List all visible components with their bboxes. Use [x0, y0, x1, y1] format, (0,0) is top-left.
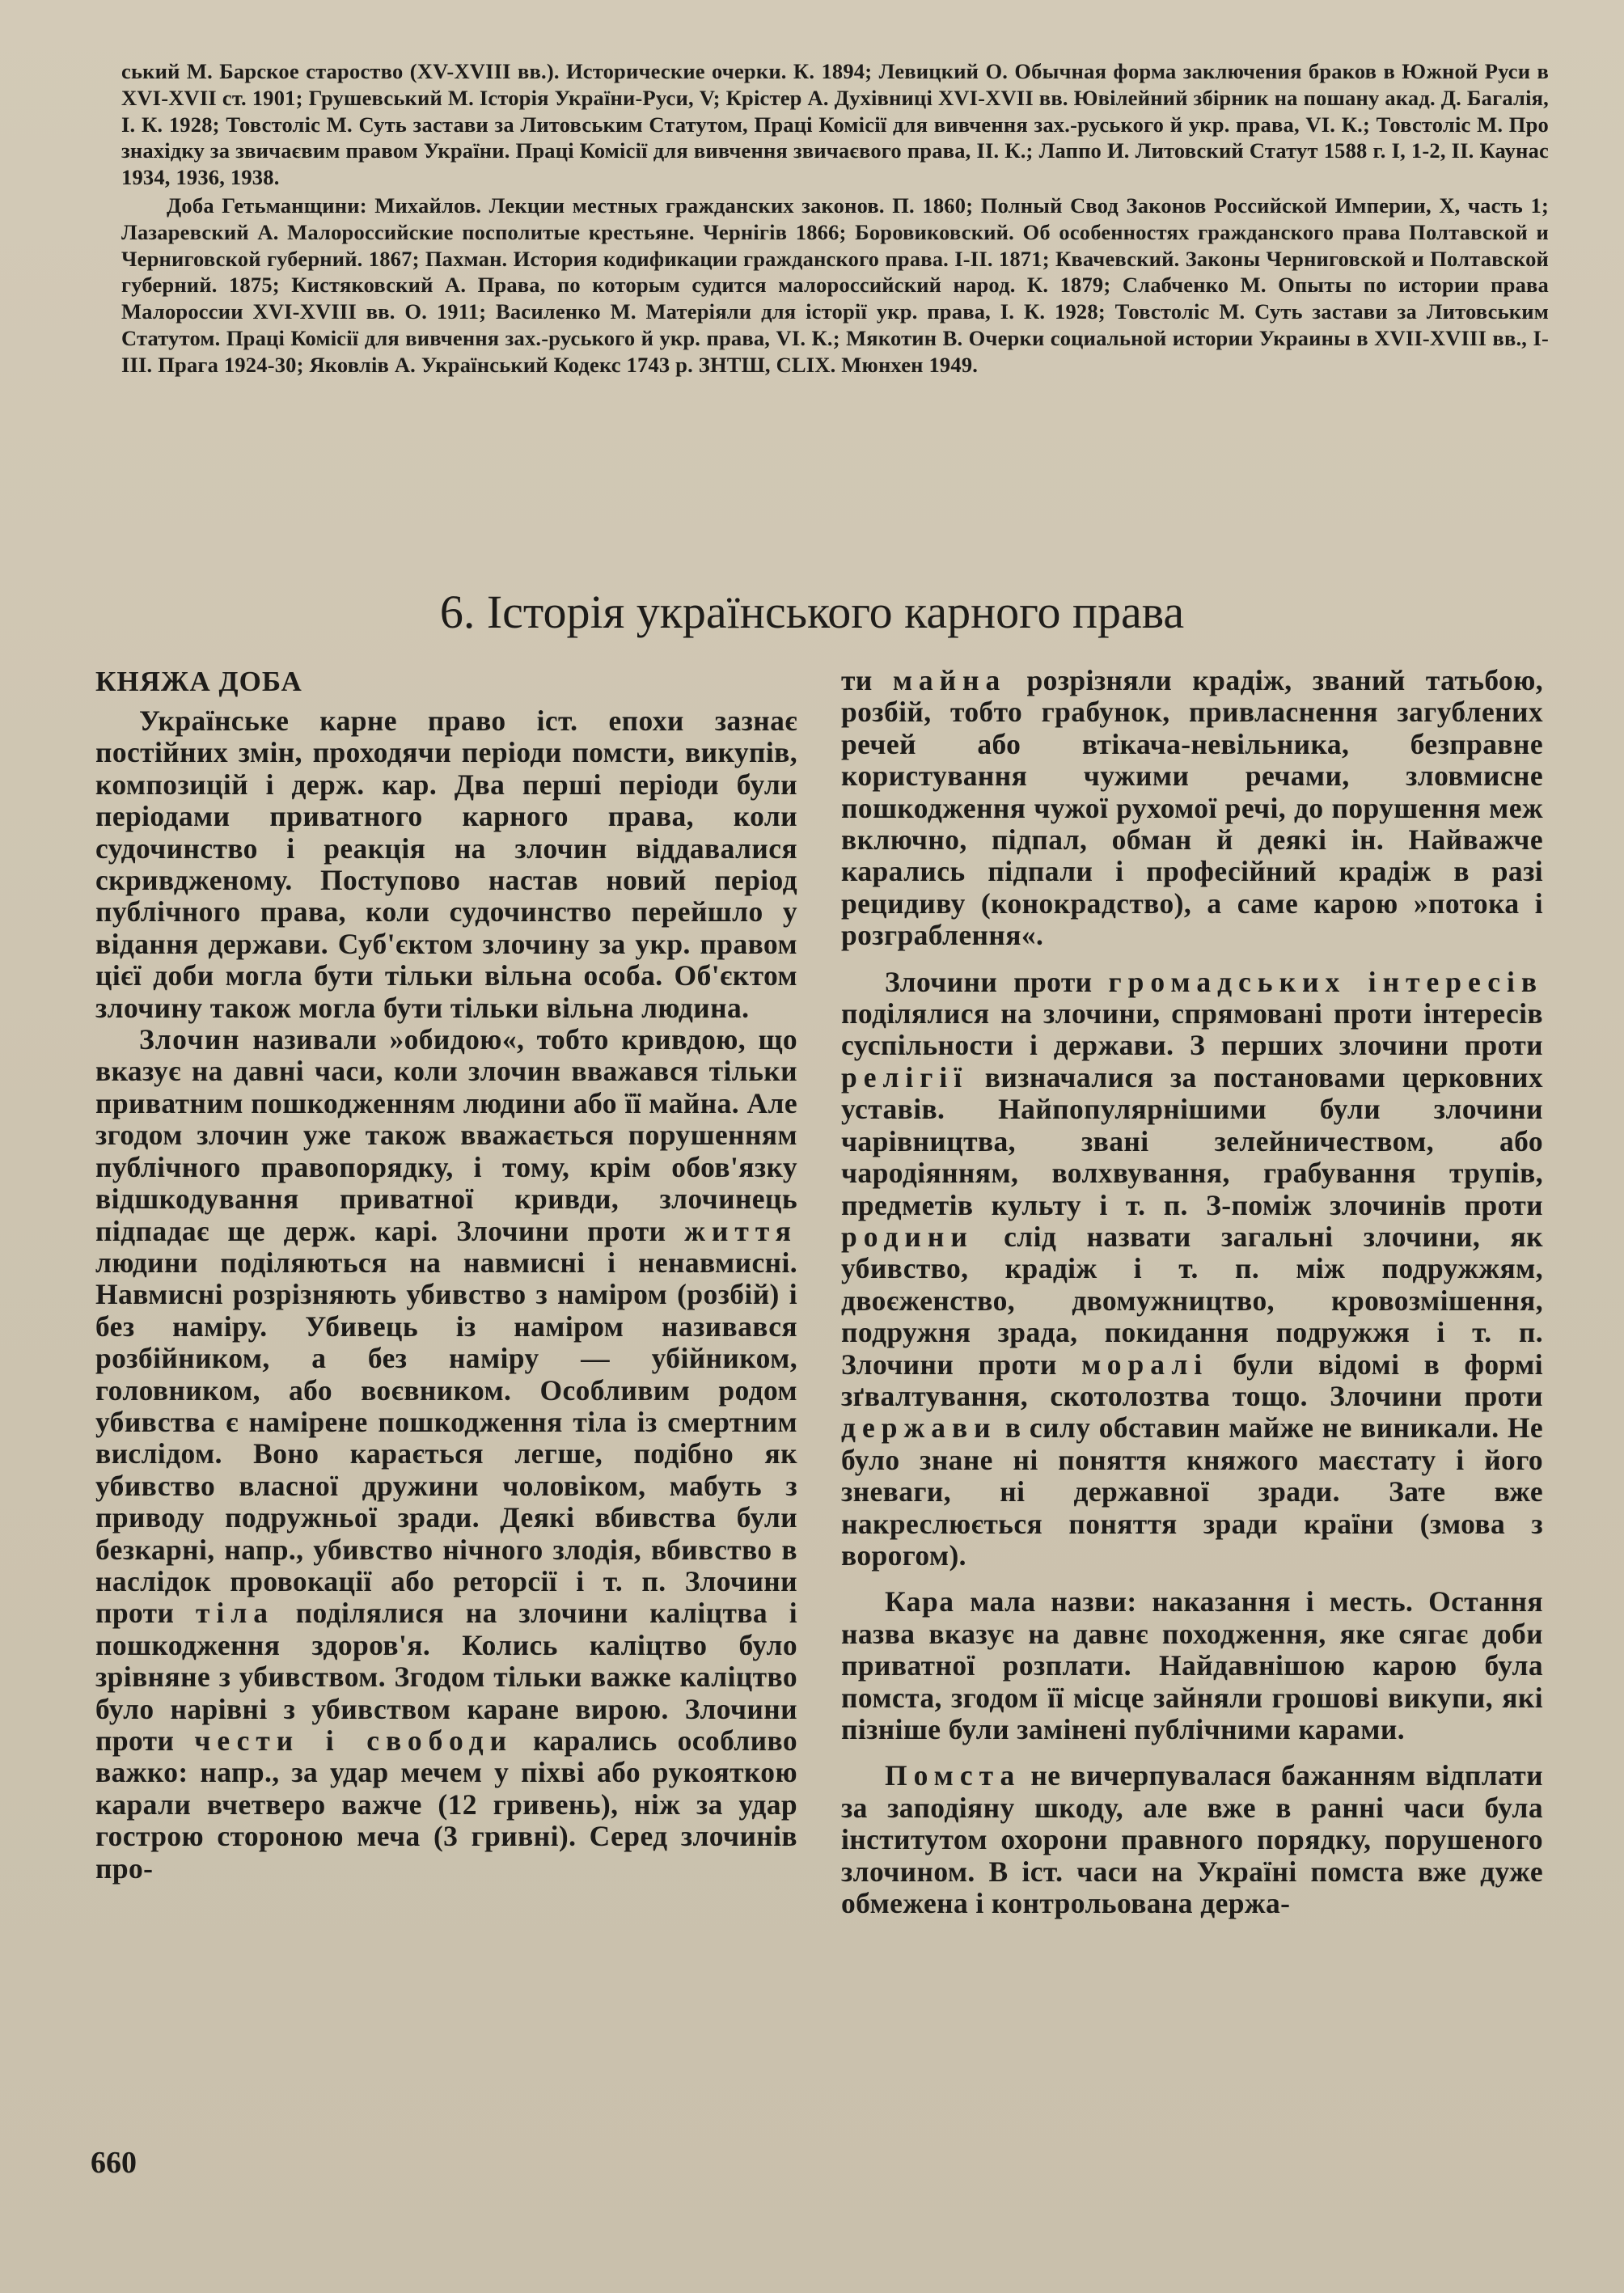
paragraph — [95, 1024, 797, 1885]
text-run: не вичерпувалася бажанням відплати за заподіяну шкоду, але вже в ранні часи була інститутом охорони правного порядку, порушеного злочином. В іст. часи на Україні помста вже дуже обмежена і контрольована держа- — [841, 1759, 1543, 1920]
text-run: ти — [841, 664, 893, 696]
text-run: людини поділяються на навмисні і ненавмисні. Навмисні розрізняють убивство з наміром (розбій) і без наміру. Убивець із наміром називався розбійником, а без наміру — убійником, головником, або воєвником. Особливим родом убивства є намірене пошкодження тіла із смертним вислідом. Воно карається легше, подібно як убивство власної дружини чоловіком, мабуть з приводу подружньої зради. Деякі вбивства були безкарні, напр., убивство нічного злодія, вбивство в наслідок провокації або реторсії і т. п. Злочини проти — [95, 1246, 797, 1630]
subsection-heading: КНЯЖА ДОБА — [95, 666, 302, 697]
term-crime: Злочин — [139, 1023, 240, 1056]
paragraph: Українське карне право іст. епохи зазнає постійних змін, проходячи періоди помсти, викупів, композицій і держ. кар. Два перші періоди були періодами приватного карного права, коли судочинство і реакція на злочин віддавалися скривдженому. Поступово настав новий період публічного права, коли судочинство перейшло у відання держави. Суб'єктом злочину за укр. правом цієї доби могла бути тільки вільна особа. Об'єктом злочину також могла бути тільки вільна людина. — [95, 704, 797, 1024]
text-run: поділялися на злочини каліцтва і пошкодження здоров'я. Колись каліцтво було зрівняне з убивством. Згодом тільки важке каліцтво було нарівні з убивством каране вирою. Злочини проти — [95, 1597, 797, 1757]
spaced-term: життя — [684, 1214, 797, 1247]
text-run: слід назвати загальні злочини, як убивство, крадіж і т. п. між подружжям, двоєженство, двомужництво, кровозмішення, подружня зрада, покидання подружжя і т. п. Злочини проти — [841, 1220, 1543, 1381]
spaced-term: Помста — [885, 1759, 1021, 1792]
paragraph — [841, 967, 1543, 1572]
left-column — [95, 665, 797, 1885]
bibliography-block — [121, 58, 1549, 379]
text-run: розрізняли крадіж, званий татьбою, розбій, тобто грабунок, привласнення загублених речей або втікача-невільника, безправне користування чужими речами, зловмисне пошкодження чужої рухомої речі, до порушення меж включно, підпал, обман й деякі ін. Найважче карались підпали і професійний крадіж в разі рецидиву (конокрадство), а саме карою »потока і розграблення«. — [841, 664, 1544, 952]
spaced-term: релігії — [841, 1060, 969, 1094]
text-run: карались особливо важко: напр., за удар мечем у піхві або рукояткою карали вчетверо важче (12 гривень), ніж за удар гострою стороною меча (3 гривні). Серед злочинів про- — [95, 1724, 797, 1885]
spaced-term: родини — [841, 1220, 974, 1253]
bibliography-paragraph: Доба Гетьманщини: Михайлов. Лекции местных гражданских законов. П. 1860; Полный Свод Законов Российской Империи, X, часть 1; Лазаревский А. Малороссийские посполитые крестьяне. Чернігів 1866; Боровиковский. Об особенностях гражданского права Полтавской и Черниговской губерний. 1867; Пахман. История кодификации гражданского права. I-II. 1871; Квачевский. Законы Черниговской и Полтавской губерний. 1875; Кистяковский А. Права, по которым судится малороссийский народ. К. 1879; Слабченко М. Опыты по истории права Малороссии XVI-XVIII вв. О. 1911; Василенко М. Матеріяли для історії укр. права, І. К. 1928; Товстоліс М. Суть застави за Литовським Статутом. Праці Комісії для вивчення зах.-руського й укр. права, VI. К.; Мякотин В. Очерки социальной истории Украины в XVII-XVIII вв., I-III. Прага 1924-30; Яковлів А. Український Кодекс 1743 р. ЗНТШ, CLIX. Мюнхен 1949. — [121, 192, 1549, 377]
paragraph — [841, 1760, 1543, 1919]
term-punishment: Кара — [885, 1585, 955, 1618]
bibliography-paragraph: ський М. Барское староство (XV-XVIII вв.). Исторические очерки. К. 1894; Левицкий О. Обычная форма заключения браков в Южной Руси в XVI-XVII ст. 1901; Грушевський М. Історія України-Руси, V; Крістер А. Духівниці XVI-XVII вв. Ювілейний збірник на пошану акад. Д. Багалія, І. К. 1928; Товстоліс М. Суть застави за Литовським Статутом, Праці Комісії для вивчення зах.-руського й укр. права, VI. К.; Товстоліс М. Про знахідку за звичаєвим правом України. Праці Комісії для вивчення звичаєвого права, II. К.; Лаппо И. Литовский Статут 1588 г. І, 1-2, II. Каунас 1934, 1936, 1938. — [121, 59, 1549, 190]
page-number: 660 — [91, 2146, 137, 2180]
spaced-term: громадських інтересів — [1108, 965, 1543, 998]
text-run: в силу обставин майже не виникали. Не було знане ні поняття княжого маєстату і його зневаги, ні державної зради. Зате вже накреслюється поняття зради країни (змова з ворогом). — [841, 1411, 1543, 1572]
spaced-term: майна — [892, 664, 1007, 696]
spaced-term: моралі — [1081, 1347, 1209, 1381]
text-run: визначалися за постановами церковних уставів. Найпопулярнішими були злочини чарівництва, звані зелейничеством, або чародіянням, волхвування, грабування трупів, предметів культу і т. п. З-поміж злочинів проти — [841, 1060, 1543, 1221]
text-run: поділялися на злочини, спрямовані проти інтересів суспільности і держави. З перших злочини проти — [841, 997, 1543, 1062]
section-title: 6. Історія українського карного права — [439, 586, 1185, 638]
spaced-term: держави — [841, 1411, 997, 1445]
right-column — [841, 665, 1543, 1919]
spaced-term: чести і свободи — [194, 1724, 514, 1757]
text-run: Злочини проти — [885, 965, 1109, 998]
paragraph — [841, 665, 1543, 952]
text-run: були відомі в формі зґвалтування, скотолозтва тощо. Злочини проти — [841, 1347, 1544, 1412]
text-run: називали »обидою«, тобто кривдою, що вказує на давні часи, коли злочин вважався тільки приватним пошкодженням людини або її майна. Але згодом злочин уже також вважається порушенням публічного правопорядку, і тому, крім обов'язку відшкодування приватної кривди, злочинець підпадає ще держ. карі. Злочини проти — [95, 1023, 797, 1247]
spaced-term: тіла — [196, 1597, 274, 1630]
paragraph — [841, 1586, 1543, 1745]
text-run: мала назви: наказання і месть. Остання назва вказує на давнє походження, яке сягає доби приватної розплати. Найдавнішою карою була помста, згодом її місце зайняли грошові викупи, які пізніше були замінені публічними карами. — [841, 1585, 1543, 1745]
